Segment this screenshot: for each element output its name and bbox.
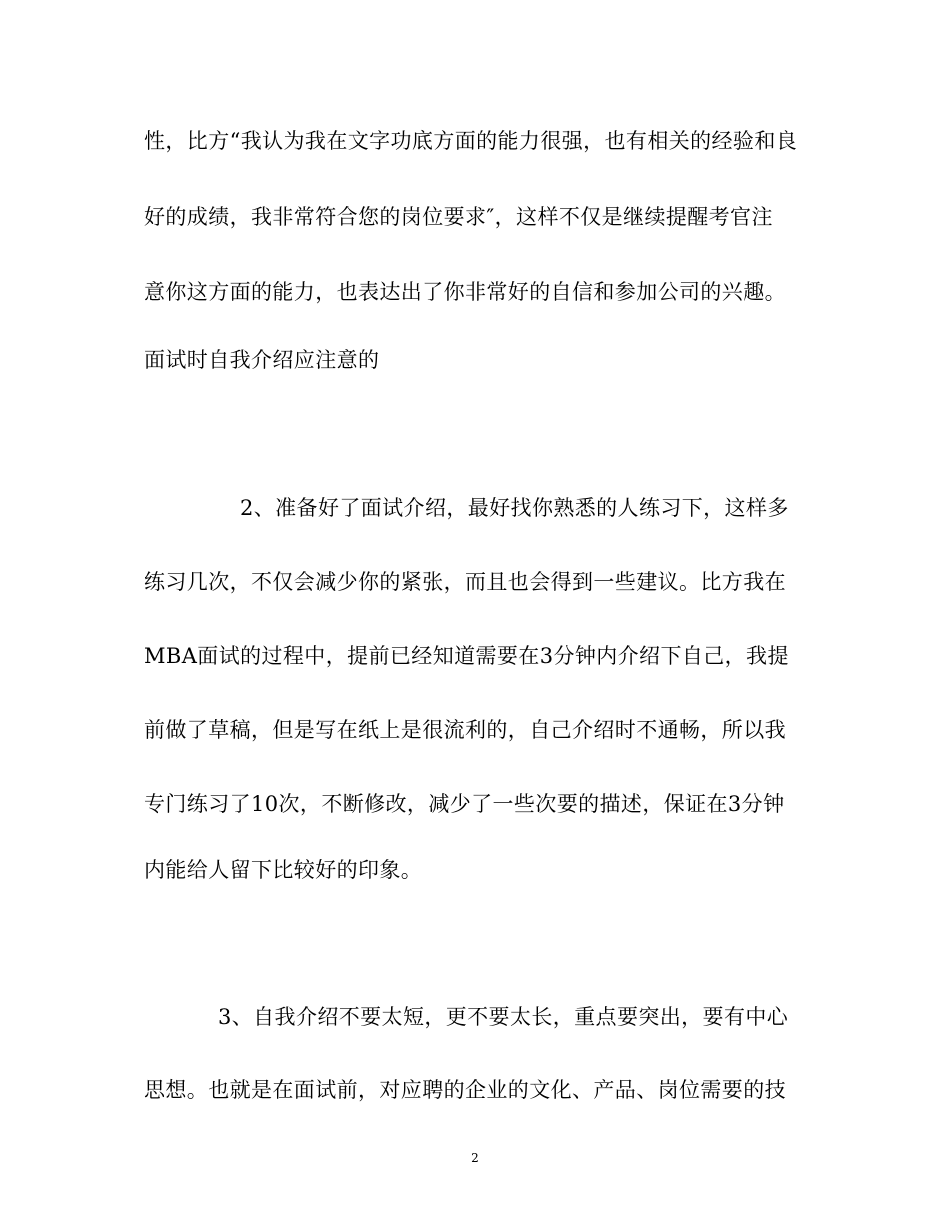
text-line: 思想。也就是在面试前，对应聘的企业的文化、产品、岗位需要的技: [144, 1078, 786, 1102]
text-line: 专门练习了10次，不断修改，减少了一些次要的描述，保证在3分钟: [144, 792, 785, 816]
text-line: 性，比方“我认为我在文字功底方面的能力很强，也有相关的经验和良: [144, 129, 798, 153]
text-line: 内能给人留下比较好的印象。: [144, 858, 423, 882]
text-line: 2、准备好了面试介绍，最好找你熟悉的人练习下，这样多: [240, 496, 789, 520]
text-line: 前做了草稿，但是写在纸上是很流利的，自己介绍时不通畅，所以我: [144, 718, 786, 742]
text-line: 好的成绩，我非常符合您的岗位要求″，这样不仅是继续提醒考官注: [144, 205, 773, 229]
text-line: 意你这方面的能力，也表达出了你非常好的自信和参加公司的兴趣。: [144, 280, 786, 304]
page-number: 2: [471, 1151, 479, 1165]
section-heading: 面试时自我介绍应注意的: [144, 348, 380, 372]
text-line: 练习几次，不仅会减少你的紧张，而且也会得到一些建议。比方我在: [144, 570, 786, 594]
text-line: MBA面试的过程中，提前已经知道需要在3分钟内介绍下自己，我提: [144, 644, 789, 668]
text-line: 3、自我介绍不要太短，更不要太长，重点要突出，要有中心: [218, 1005, 789, 1029]
